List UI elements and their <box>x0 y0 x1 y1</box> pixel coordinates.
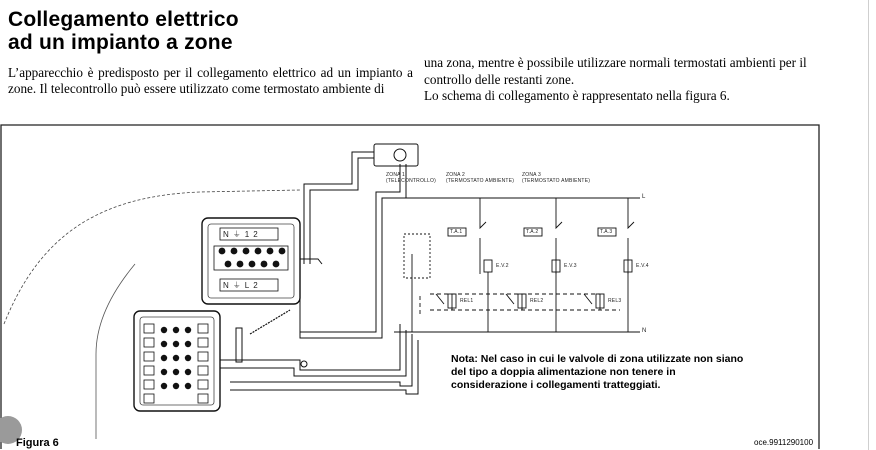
title-line-2: ad un impianto a zone <box>8 31 233 54</box>
contact-label-1: REL1 <box>460 298 474 304</box>
relay-label-2: T.A.2 <box>526 229 539 235</box>
zone-3-subtitle: (TERMOSTATO AMBIENTE) <box>522 178 591 184</box>
valve-label-3: E.V.3 <box>564 263 577 269</box>
zone-1-subtitle: (TELECONTROLLO) <box>386 178 436 184</box>
line-label-l: L <box>642 194 646 200</box>
document-code: oce.9911290100 <box>754 438 814 447</box>
line-label-n: N <box>642 328 647 334</box>
zone-1-label <box>386 172 436 184</box>
zone-3-label <box>522 172 590 184</box>
valve-label-2: E.V.2 <box>496 263 509 269</box>
terminal-labels-top <box>223 230 262 239</box>
relay-label-3: T.A.3 <box>600 229 613 235</box>
contact-label-3: REL3 <box>608 298 622 304</box>
zone-2-title: ZONA 2 <box>446 172 465 178</box>
contact-label-2: REL2 <box>530 298 544 304</box>
page-edge <box>868 0 876 450</box>
wiring-diagram-figure <box>0 124 820 450</box>
terminal-bottom-l: L <box>244 281 254 290</box>
terminal-top-1: 1 <box>244 230 254 239</box>
terminal-labels-bottom <box>223 281 262 290</box>
body-paragraph-3: Lo schema di collegamento è rappresentato nella figura 6. <box>424 88 730 103</box>
terminal-bottom-n: N <box>223 281 233 290</box>
terminal-block-lower <box>134 311 220 411</box>
cable-clamp <box>236 328 242 362</box>
terminal-bottom-earth: ⏚ <box>232 281 245 290</box>
figure-caption: Figura 6 <box>16 437 59 449</box>
section-title <box>8 8 239 54</box>
valve-label-4: E.V.4 <box>636 263 649 269</box>
zone-2-subtitle: (TERMOSTATO AMBIENTE) <box>446 178 515 184</box>
body-paragraph-1: L’apparecchio è predisposto per il collegamento elettrico ad un impianto a zone. Il telecontrollo può essere utilizzato come termostato ambiente di <box>8 65 413 96</box>
terminal-top-2: 2 <box>253 230 262 239</box>
terminal-top-earth: ⏚ <box>232 230 245 239</box>
remote-control <box>374 144 418 166</box>
zone-1-title: ZONA 1 <box>386 172 405 178</box>
title-line-1: Collegamento elettrico <box>8 8 239 31</box>
cable-tie <box>250 310 290 334</box>
boiler-outline-lower <box>96 264 135 439</box>
terminal-top-n: N <box>223 230 233 239</box>
body-column-1 <box>8 65 413 97</box>
terminal-bottom-2: 2 <box>253 281 262 290</box>
zone-2-label <box>446 172 514 184</box>
body-column-2 <box>424 55 836 105</box>
relay-label-1: T.A.1 <box>450 229 463 235</box>
zone-3-title: ZONA 3 <box>522 172 541 178</box>
body-paragraph-2: una zona, mentre è possibile utilizzare normali termostati ambienti per il controllo delle restanti zone. <box>424 55 807 87</box>
figure-note: Nota: Nel caso in cui le valvole di zona utilizzate non siano del tipo a doppia alimentazione non tenere in considerazione i collegamenti tratteggiati. <box>451 353 744 391</box>
